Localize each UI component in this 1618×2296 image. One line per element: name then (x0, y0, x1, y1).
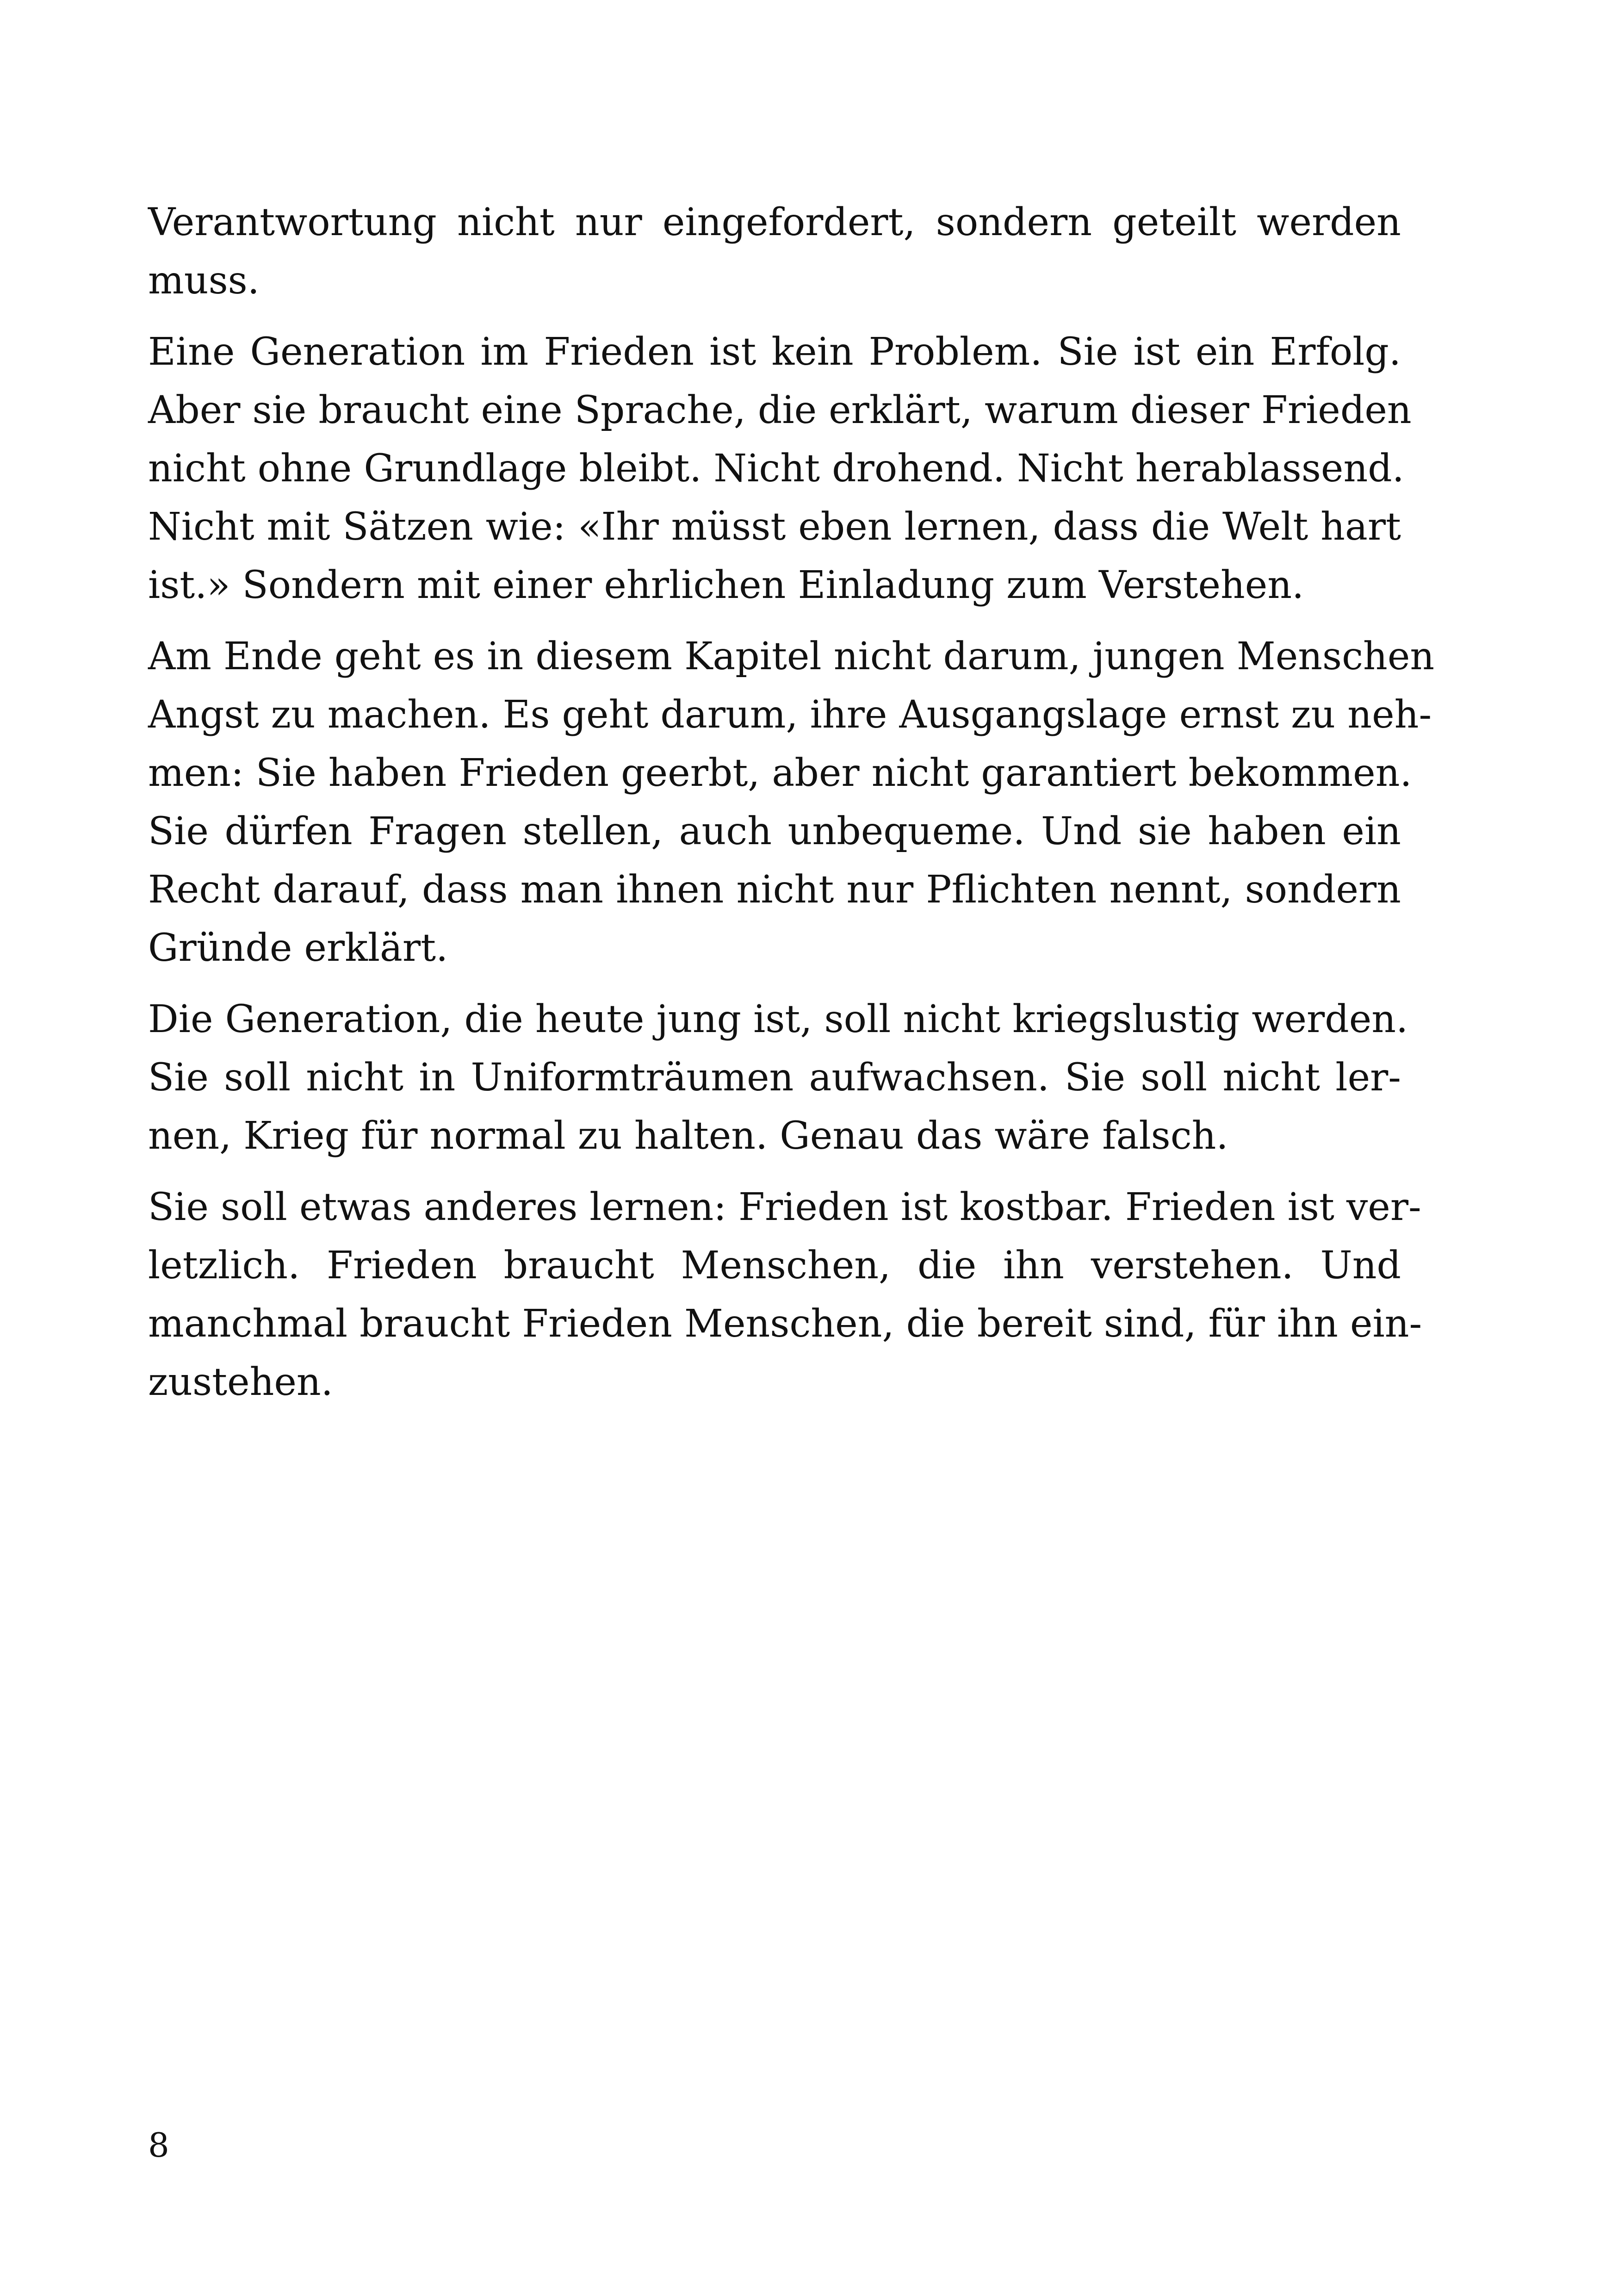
text-line: nicht ohne Grundlage bleibt. Nicht drohend. Nicht herablassend. (148, 447, 1404, 491)
paragraph (148, 193, 1401, 310)
text-line: Gründe erklärt. (148, 926, 448, 970)
text-line: manchmal braucht Frieden Menschen, die bereit sind, für ihn ein- (148, 1302, 1422, 1346)
paragraph (148, 990, 1408, 1165)
text-line: muss. (148, 259, 260, 303)
paragraph (148, 628, 1435, 977)
text-line: Am Ende geht es in diesem Kapitel nicht darum, jungen Menschen (148, 635, 1435, 678)
text-line: nen, Krieg für normal zu halten. Genau das wäre falsch. (148, 1114, 1228, 1158)
paragraph (148, 1178, 1422, 1412)
text-line: Aber sie braucht eine Sprache, die erklärt, warum dieser Frieden (148, 388, 1412, 432)
text-line: letzlich. Frieden braucht Menschen, die ihn verstehen. Und (148, 1244, 1401, 1288)
text-line: Sie soll nicht in Uniformträumen aufwachsen. Sie soll nicht ler- (148, 1056, 1401, 1100)
body-text (148, 193, 1435, 1425)
text-line: Eine Generation im Frieden ist kein Problem. Sie ist ein Erfolg. (148, 330, 1401, 374)
text-line: men: Sie haben Frieden geerbt, aber nicht garantiert bekommen. (148, 751, 1412, 795)
text-line: zustehen. (148, 1360, 333, 1404)
text-line: Die Generation, die heute jung ist, soll nicht kriegslustig werden. (148, 997, 1408, 1041)
text-line: Sie soll etwas anderes lernen: Frieden ist kostbar. Frieden ist ver- (148, 1185, 1421, 1229)
paragraph (148, 323, 1412, 615)
page-number: 8 (148, 2126, 169, 2165)
text-line: Nicht mit Sätzen wie: «Ihr müsst eben lernen, dass die Welt hart (148, 505, 1401, 549)
text-line: Recht darauf, dass man ihnen nicht nur Pflichten nennt, sondern (148, 868, 1401, 912)
text-line: Verantwortung nicht nur eingefordert, sondern geteilt werden (148, 200, 1401, 244)
text-line: ist.» Sondern mit einer ehrlichen Einladung zum Verstehen. (148, 563, 1304, 607)
text-line: Angst zu machen. Es geht darum, ihre Ausgangslage ernst zu neh- (148, 693, 1432, 737)
text-line: Sie dürfen Fragen stellen, auch unbequeme. Und sie haben ein (148, 809, 1401, 853)
